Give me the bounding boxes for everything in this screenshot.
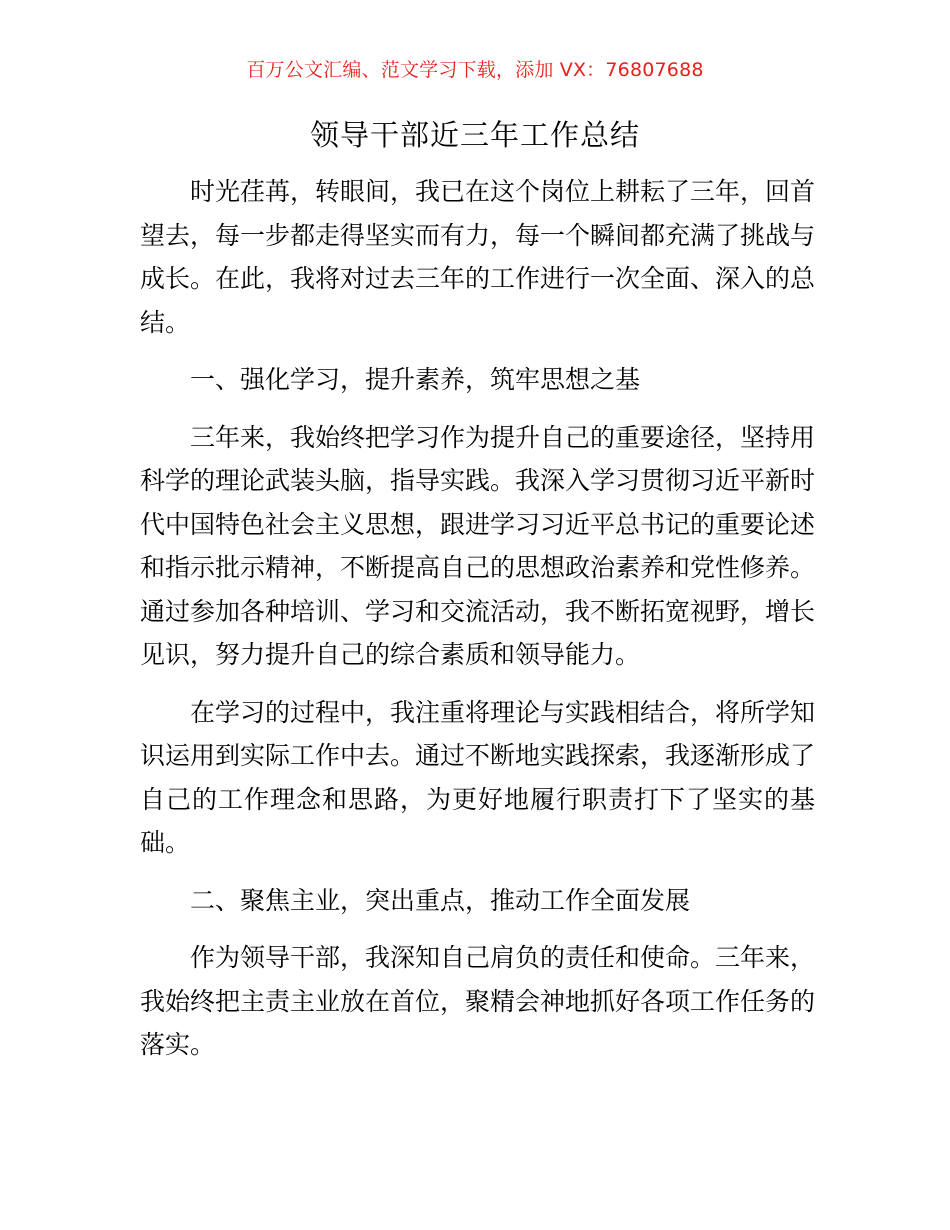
paragraph-study: 三年来，我始终把学习作为提升自己的重要途径，坚持用科学的理论武装头脑，指导实践。我深入学习贯彻习近平新时代中国特色社会主义思想，跟进学习习近平总书记的重要论述和指示批示精神，不断提高自己的思想政治素养和党性修养。通过参加各种培训、学习和交流活动，我不断拓宽视野，增长见识，努力提升自己的综合素质和领导能力。 [140,422,816,669]
section-heading-2: 二、聚焦主业，突出重点，推动工作全面发展 [190,885,691,915]
promo-banner: 百万公文汇编、范文学习下载，添加 VX：76807688 [246,59,704,81]
paragraph-responsibility: 作为领导干部，我深知自己肩负的责任和使命。三年来，我始终把主责主业放在首位，聚精会神地抓好各项工作任务的落实。 [140,943,816,1059]
document-title: 领导干部近三年工作总结 [309,118,640,152]
document-body [140,170,815,1081]
paragraph-practice: 在学习的过程中，我注重将理论与实践相结合，将所学知识运用到实际工作中去。通过不断地实践探索，我逐渐形成了自己的工作理念和思路，为更好地履行职责打下了坚实的基础。 [140,697,816,857]
section-heading-1: 一、强化学习，提升素养，筑牢思想之基 [190,365,641,394]
paragraph-intro: 时光荏苒，转眼间，我已在这个岗位上耕耘了三年，回首望去，每一步都走得坚实而有力，每一个瞬间都充满了挑战与成长。在此，我将对过去三年的工作进行一次全面、深入的总结。 [140,177,816,337]
